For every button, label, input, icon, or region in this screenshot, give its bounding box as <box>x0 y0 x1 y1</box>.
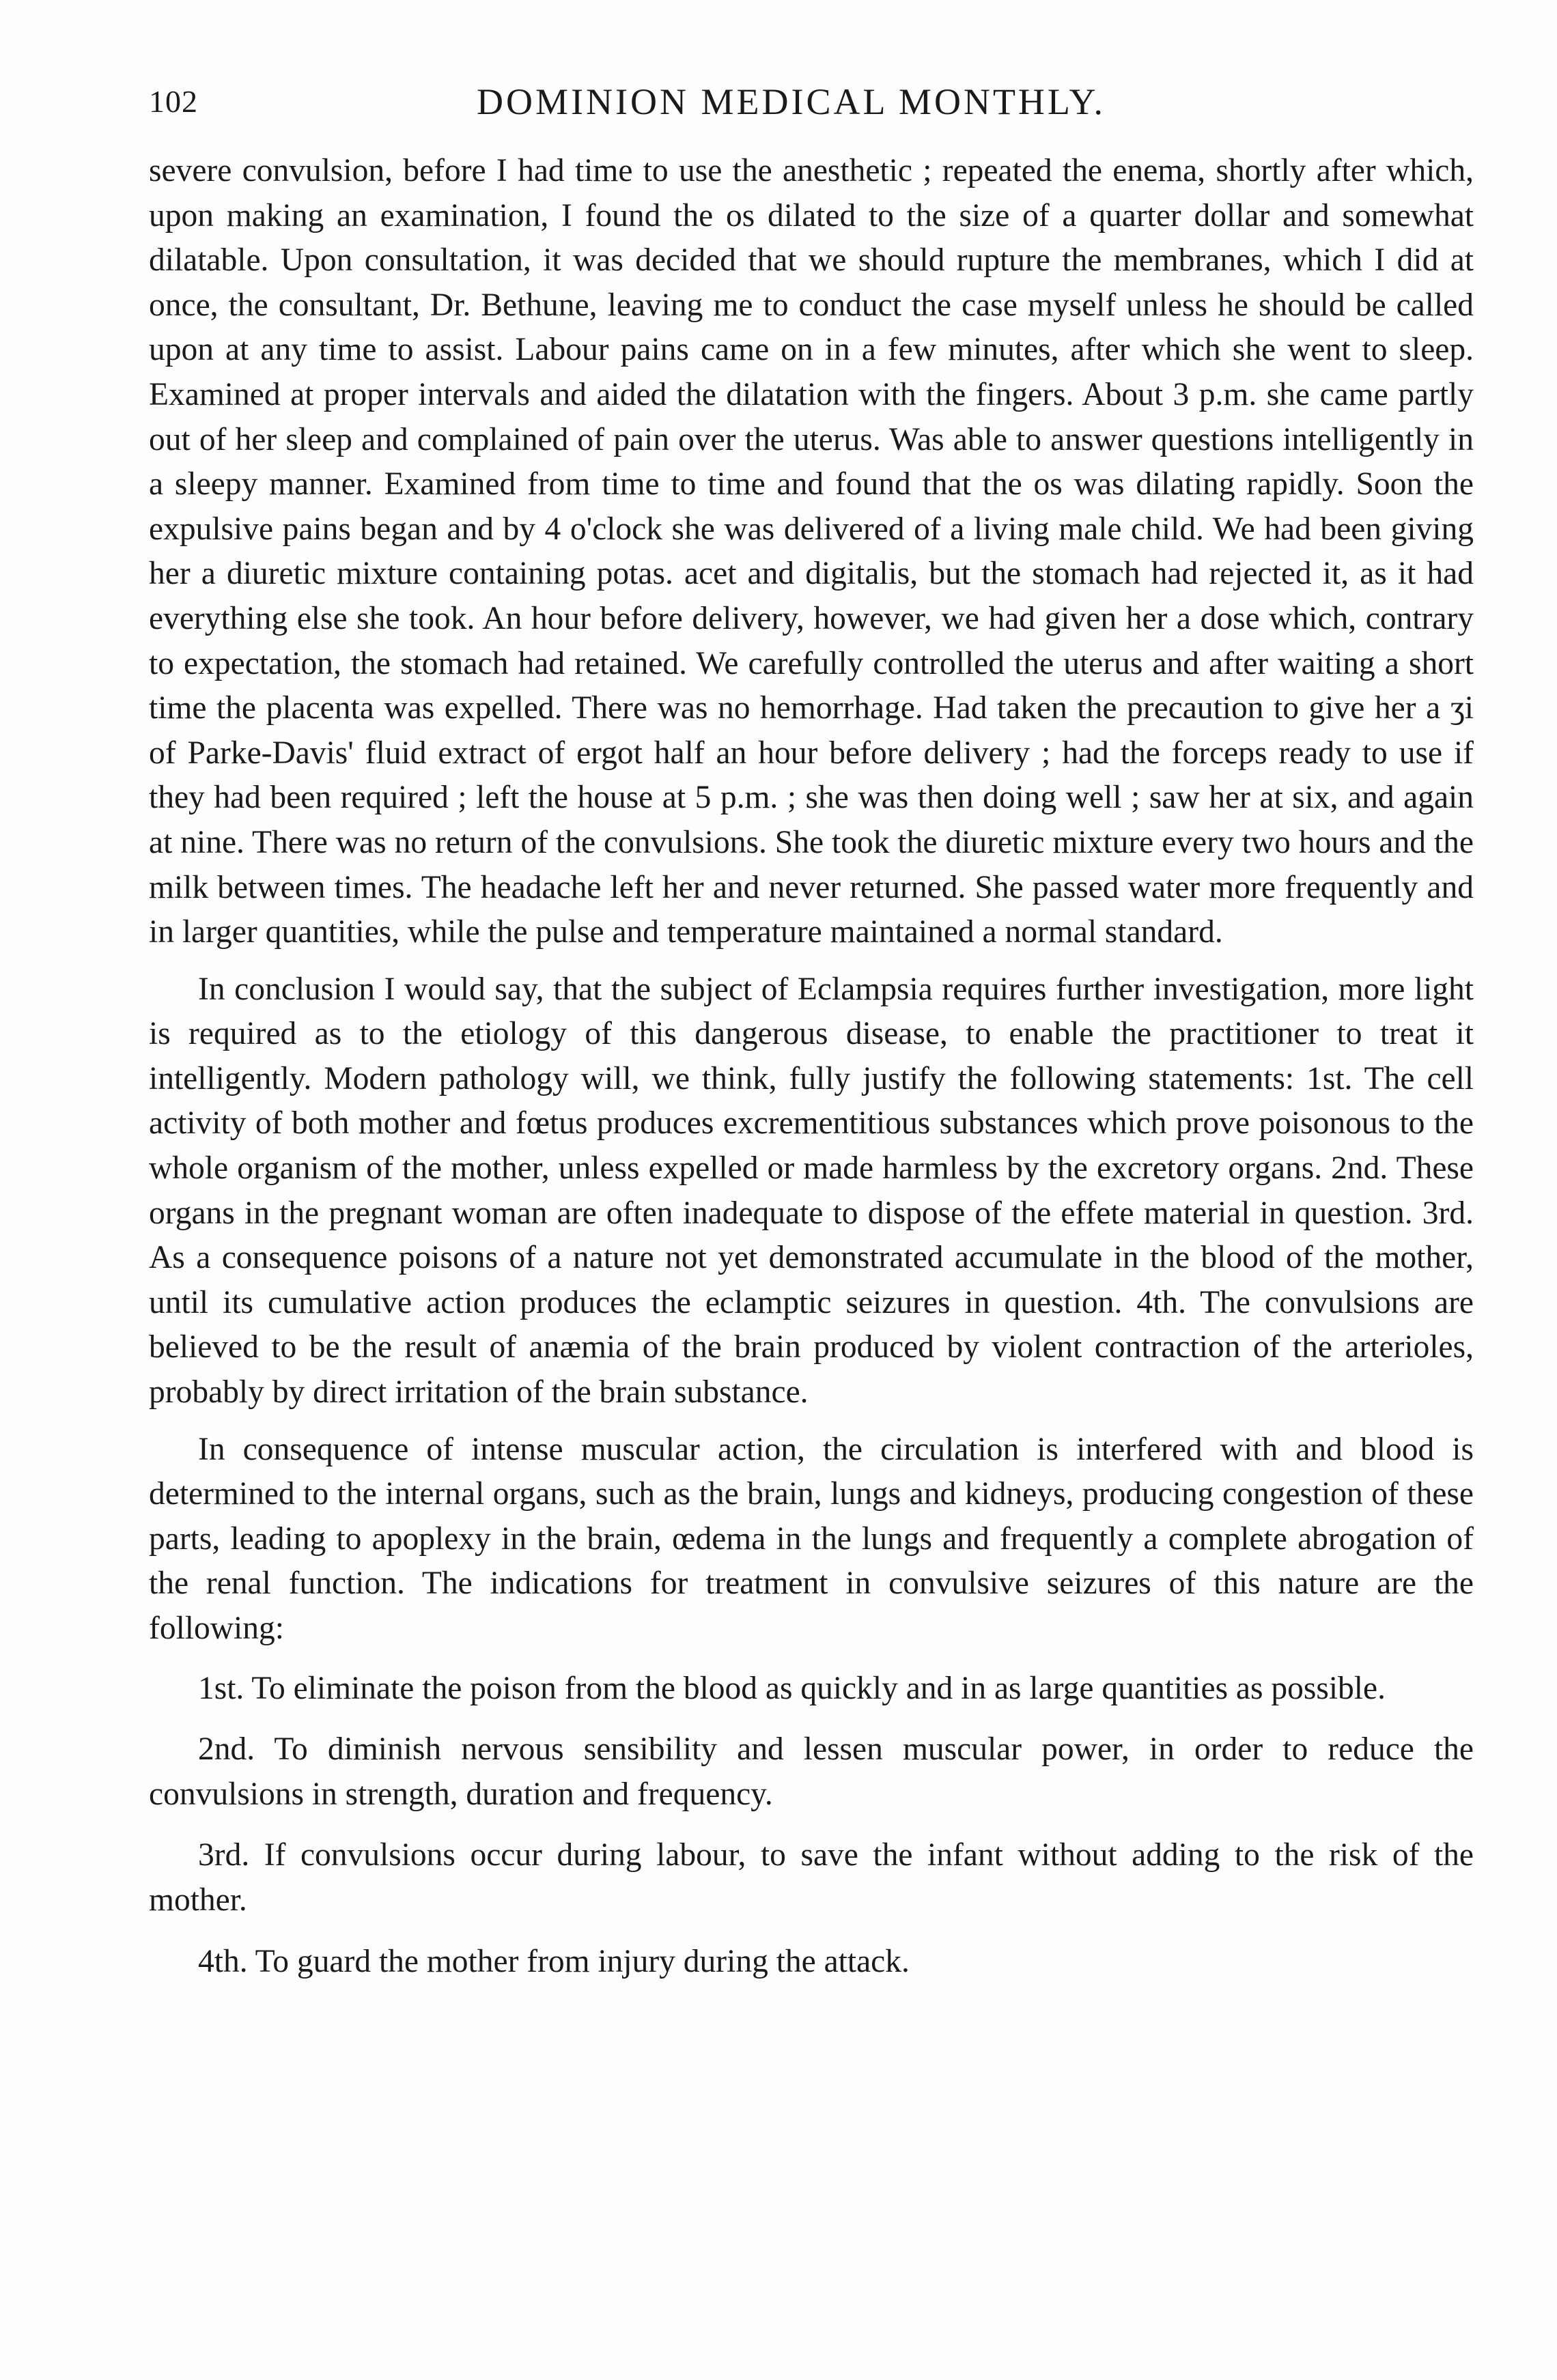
indication-item-3: 3rd. If convulsions occur during labour, to save the infant without adding to the risk of the mother. <box>149 1837 1474 1918</box>
running-title: DOMINION MEDICAL MONTHLY. <box>477 81 1106 122</box>
page-header <box>149 68 1474 123</box>
consequence-paragraph: In consequence of intense muscular action, the circulation is interfered with and blood is determined to the internal organs, such as the brain, lungs and kidneys, producing congestion of these parts, leading to apoplexy in the brain, œdema in the lungs and frequently a complete abrogation of the renal function. The indications for treatment in convulsive seizures of this nature are the following: <box>149 1431 1474 1646</box>
case-report-paragraph: severe convulsion, before I had time to use the anesthetic ; repeated the enema, shortly after which, upon making an examination, I found the os dilated to the size of a quarter dollar and somewhat dilatable. Upon consultation, it was decided that we should rupture the membranes, which I did at once, the consultant, Dr. Bethune, leaving me to conduct the case myself unless he should be called upon at any time to assist. Labour pains came on in a few minutes, after which she went to sleep. Examined at proper intervals and aided the dilatation with the fingers. About 3 p.m. she came partly out of her sleep and complained of pain over the uterus. Was able to answer questions intelligently in a sleepy manner. Examined from time to time and found that the os was dilating rapidly. Soon the expulsive pains began and by 4 o'clock she was delivered of a living male child. We had been giving her a diuretic mixture containing potas. acet and digitalis, but the stomach had rejected it, as it had everything else she took. An hour before delivery, however, we had given her a dose which, contrary to expectation, the stomach had retained. We carefully controlled the uterus and after waiting a short time the placenta was expelled. There was no hemorrhage. Had taken the precaution to give her a ʒi of Parke-Davis' fluid extract of ergot half an hour before delivery ; had the forceps ready to use if they had been required ; left the house at 5 p.m. ; she was then doing well ; saw her at six, and again at nine. There was no return of the convulsions. She took the diuretic mixture every two hours and the milk between times. The headache left her and never returned. She passed water more frequently and in larger quantities, while the pulse and temperature maintained a normal standard. <box>149 153 1474 950</box>
page-number: 102 <box>149 84 198 119</box>
article-body <box>149 149 1474 1984</box>
document-page <box>149 68 1474 1984</box>
indication-item-1: 1st. To eliminate the poison from the blood as quickly and in as large quantities as possible. <box>198 1670 1386 1706</box>
indication-item-4: 4th. To guard the mother from injury during the attack. <box>198 1943 910 1979</box>
conclusion-paragraph: In conclusion I would say, that the subject of Eclampsia requires further investigation, more light is required as to the etiology of this dangerous disease, to enable the practitioner to treat it intelligently. Modern pathology will, we think, fully justify the following statements: 1st. The cell activity of both mother and fœtus produces excrementitious substances which prove poisonous to the whole organism of the mother, unless expelled or made harmless by the excretory organs. 2nd. These organs in the pregnant woman are often inadequate to dispose of the effete material in question. 3rd. As a consequence poisons of a nature not yet demonstrated accumulate in the blood of the mother, until its cumulative action produces the eclamptic seizures in question. 4th. The convulsions are believed to be the result of anæmia of the brain produced by violent contraction of the arterioles, probably by direct irritation of the brain substance. <box>149 971 1474 1411</box>
indication-item-2: 2nd. To diminish nervous sensibility and lessen muscular power, in order to reduce the convulsions in strength, duration and frequency. <box>149 1731 1474 1812</box>
